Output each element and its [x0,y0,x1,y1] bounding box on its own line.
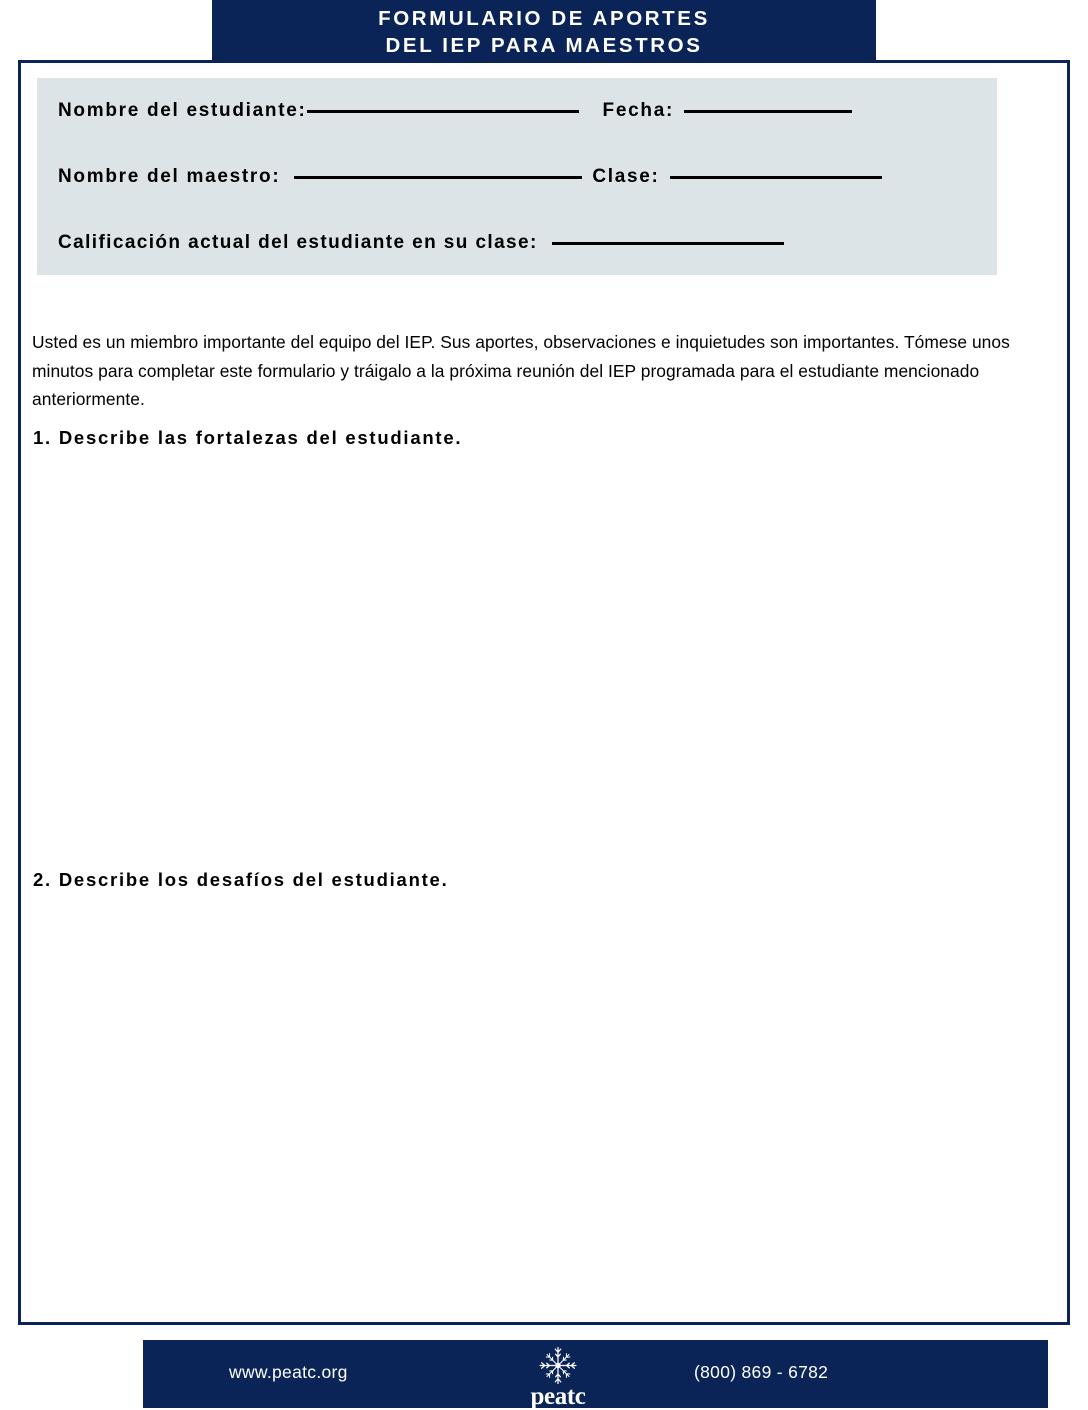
question-1-answer-area[interactable] [33,462,1028,857]
info-row-teacher-class [58,166,979,232]
info-row-student-date [58,100,979,166]
input-nombre-del-estudiante[interactable] [307,110,579,113]
header-title-line-1: FORMULARIO DE APORTES [378,6,710,30]
question-1-prompt: 1. Describe las fortalezas del estudiante. [33,427,463,448]
label-calificacion-actual: Calificación actual del estudiante en su clase: [58,232,538,253]
input-fecha[interactable] [684,110,852,113]
student-info-box [37,78,997,275]
header-title-line-2: DEL IEP PARA MAESTROS [385,33,703,57]
peatc-wordmark: peatc [530,1383,586,1410]
label-clase: Clase: [592,166,660,187]
question-2-answer-area[interactable] [33,904,1028,1309]
input-calificacion-actual[interactable] [552,242,784,245]
input-nombre-del-maestro[interactable] [294,176,582,179]
question-2-prompt: 2. Describe los desafíos del estudiante. [33,869,449,890]
peatc-logo [503,1346,613,1408]
footer-website-link[interactable]: www.peatc.org [229,1362,348,1382]
document-footer-bar [143,1340,1048,1408]
info-row-current-grade [58,232,979,298]
snowflake-star-icon [536,1346,580,1385]
label-nombre-del-maestro: Nombre del maestro: [58,166,281,187]
input-clase[interactable] [670,176,882,179]
footer-phone-number: (800) 869 - 6782 [694,1362,829,1382]
document-header-bar [212,0,876,61]
label-fecha: Fecha: [602,100,674,121]
intro-paragraph: Usted es un miembro importante del equipo del IEP. Sus aportes, observaciones e inquietudes son importantes. Tómese unos minutos para completar este formulario y tráigalo a la próxima reunión del IEP programada para el estudiante mencionado anteriormente. [32,332,1010,410]
label-nombre-del-estudiante: Nombre del estudiante: [58,100,307,121]
